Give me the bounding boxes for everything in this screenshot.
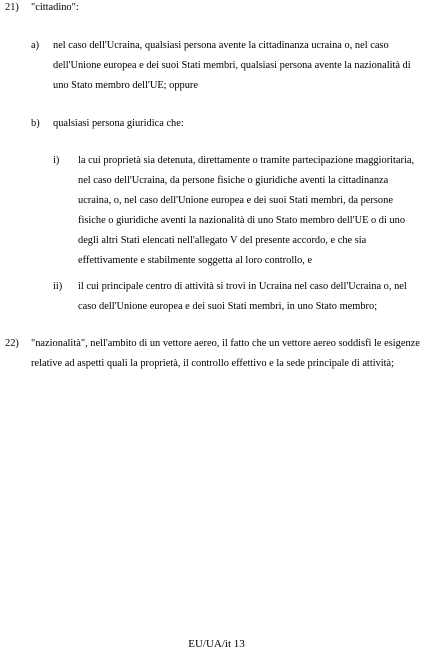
item-22-number: 22) <box>5 338 19 349</box>
sub-sub-item-ii-line: il cui principale centro di attività si trovi in Ucraina nel caso dell'Ucraina o, nel <box>78 281 407 292</box>
sub-item-a-line: nel caso dell'Ucraina, qualsiasi persona avente la cittadinanza ucraina o, nel caso <box>53 40 389 51</box>
item-22-line: relative ad aspetti quali la proprietà, il controllo effettivo e la sede principale di attività; <box>31 358 395 369</box>
sub-item-a-line: dell'Unione europea e dei suoi Stati membri, qualsiasi persona avente la nazionalità di <box>53 60 411 71</box>
sub-sub-item-i-line: fisiche o giuridiche aventi la nazionalità di uno Stato membro dell'UE o di uno <box>78 215 406 226</box>
page-footer: EU/UA/it 13 <box>188 638 245 650</box>
sub-sub-item-ii-numeral: ii) <box>53 281 63 292</box>
item-22-line: "nazionalità", nell'ambito di un vettore aereo, il fatto che un vettore aereo soddisfi le esigenze <box>31 338 420 349</box>
sub-item-a-text <box>53 36 411 96</box>
sub-sub-item-i-line: ucraina, o, nel caso dell'Unione europea e dei suoi Stati membri, da persone <box>78 195 393 206</box>
sub-item-b-line: qualsiasi persona giuridica che: <box>53 118 184 129</box>
sub-item-b-letter: b) <box>31 118 40 129</box>
sub-sub-item-i-line: degli altri Stati elencati nell'allegato V del presente accordo, e che sia <box>78 235 367 246</box>
item-21-term: "cittadino": <box>31 2 79 13</box>
sub-sub-item-i-line: effettivamente e stabilmente soggetta al loro controllo, e <box>78 255 313 266</box>
sub-sub-item-i-text <box>78 151 414 271</box>
sub-sub-item-ii-line: caso dell'Unione europea e dei suoi Stati membri, in uno Stato membro; <box>78 301 378 312</box>
sub-item-a-line: uno Stato membro dell'UE; oppure <box>53 80 199 91</box>
item-22-text <box>31 334 420 374</box>
sub-sub-item-ii-text <box>78 277 407 317</box>
sub-item-a-letter: a) <box>31 40 40 51</box>
sub-sub-item-i-line: la cui proprietà sia detenuta, direttamente o tramite partecipazione maggioritaria, <box>78 155 415 166</box>
sub-sub-item-i-line: nel caso dell'Ucraina, da persone fisiche o giuridiche aventi la cittadinanza <box>78 175 389 186</box>
sub-sub-item-i-numeral: i) <box>53 155 60 166</box>
sub-item-b-text <box>53 114 184 134</box>
item-21-number: 21) <box>5 2 19 13</box>
